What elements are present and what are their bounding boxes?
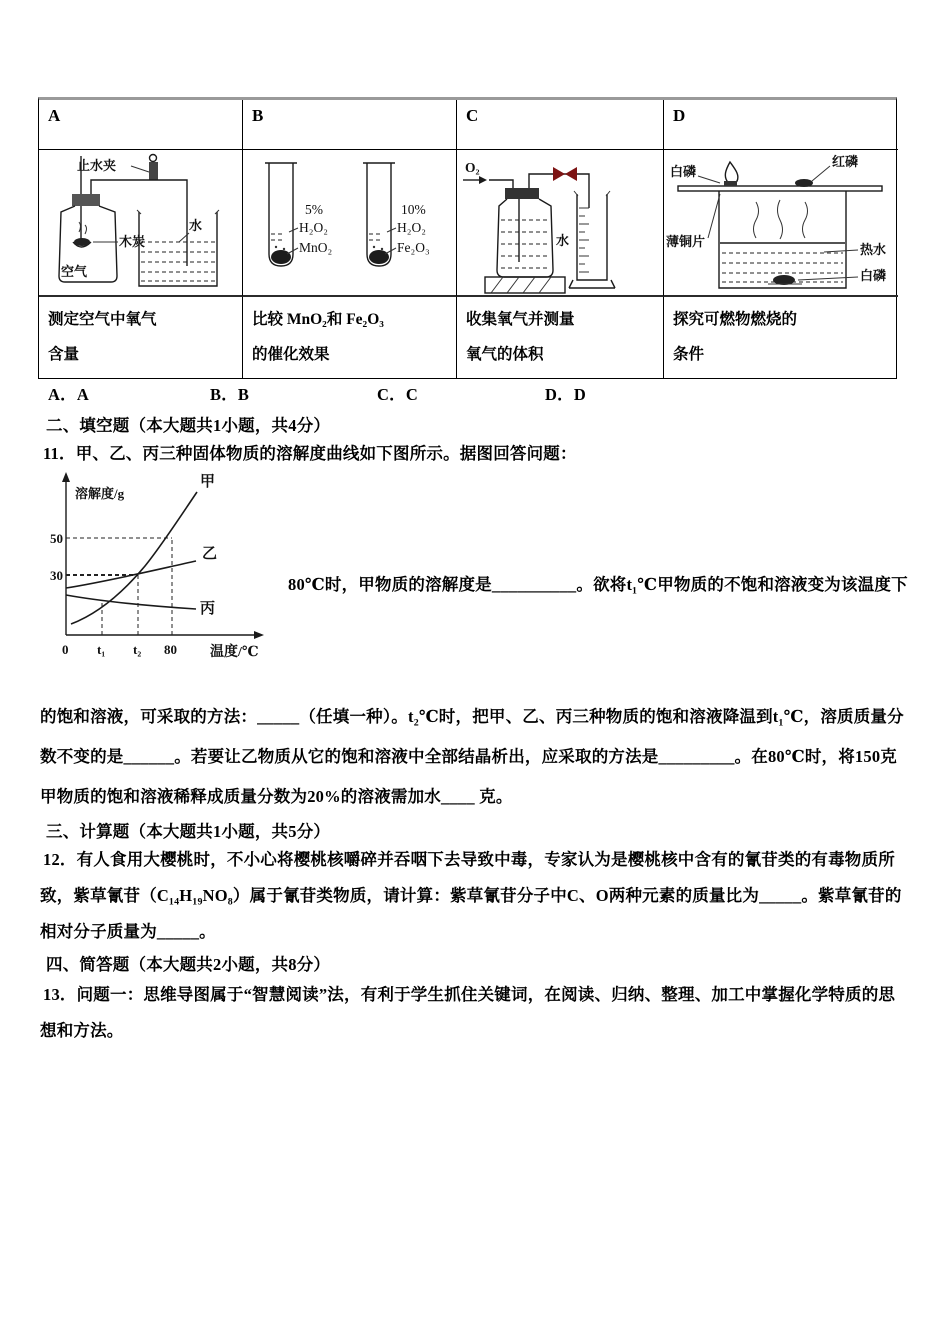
o2-label: O₂ — [465, 160, 480, 175]
curve-jia-label: 甲 — [200, 474, 216, 490]
desc-cell-c — [457, 297, 664, 378]
copper-sheet — [678, 186, 882, 191]
diagram-cell-c — [457, 150, 664, 297]
charcoal — [74, 238, 90, 246]
table-header-b: B — [243, 100, 457, 150]
question-12-line-3: 相对分子质量为_____。 — [40, 922, 216, 941]
water-label: 水 — [189, 218, 203, 233]
xtick-t1: t₁ — [97, 642, 106, 657]
table-header-a: A — [39, 100, 243, 150]
desc-d-line2: 条件 — [673, 346, 705, 363]
white-p-bottom-label: 白磷 — [860, 268, 887, 283]
b-left-h2o2: H₂O₂ — [299, 220, 328, 235]
catalyst-compare-diagram — [243, 150, 456, 294]
valve-icon — [553, 167, 577, 181]
b-right-h2o2: H₂O₂ — [397, 220, 426, 235]
desc-b-line2: 的催化效果 — [252, 346, 330, 363]
b-right-percent: 10% — [401, 202, 426, 217]
y-axis-label: 溶解度/g — [75, 486, 125, 501]
desc-b-line1: 比较 MnO₂和 Fe₂O₃ — [252, 311, 384, 328]
question-13-line-1: 13．问题一：思维导图属于“智慧阅读”法，有利于学生抓住关键词，在阅读、归纳、整理、加工中掌握化学特质的思 — [43, 985, 896, 1004]
combustion-condition-diagram — [664, 150, 897, 294]
desc-c-line1: 收集氧气并测量 — [466, 311, 575, 328]
question-11-line-3: 甲物质的饱和溶液稀释成质量分数为20%的溶液需加水____ 克。 — [40, 787, 513, 806]
x-axis-label: 温度/℃ — [210, 645, 259, 660]
curve-yi-label: 乙 — [202, 546, 218, 562]
question-12-line-2: 致，紫草氰苷（C₁₄H₁₉NO₈）属于氰苷类物质，请计算：紫草氰苷分子中C、O两种元素的质量比为_____。紫草氰苷的 — [40, 886, 902, 905]
y-axis-arrow — [62, 472, 70, 482]
pinch-clamp-icon — [149, 162, 158, 180]
pinch-clamp-label: 止水夹 — [77, 158, 117, 173]
section-2-heading: 二、填空题（本大题共1小题，共4分） — [46, 416, 331, 435]
question-13-line-2: 想和方法。 — [40, 1021, 124, 1040]
question-11-line-1: 的饱和溶液，可采取的方法：_____（任填一种）。t₂℃时，把甲、乙、丙三种物质的饱和溶液降温到t₁℃，溶质质量分 — [40, 707, 904, 726]
fe2o3-solid — [369, 250, 389, 264]
c-water-label: 水 — [556, 233, 570, 248]
oxygen-collect-measure-diagram — [457, 150, 663, 294]
c-stopper — [505, 188, 539, 199]
hot-water-label: 热水 — [860, 242, 887, 257]
diagram-cell-b — [243, 150, 457, 297]
option-a: A．A — [48, 385, 89, 404]
x-axis-arrow — [254, 631, 264, 639]
desc-cell-d — [664, 297, 898, 378]
diagram-cell-a — [39, 150, 243, 297]
question-11-stem: 11．甲、乙、丙三种固体物质的溶解度曲线如下图所示。据图回答问题： — [43, 444, 577, 463]
curve-bing-path — [66, 595, 196, 609]
copper-sheet-label: 薄铜片 — [666, 234, 706, 249]
air-oxygen-measure-diagram — [39, 150, 242, 294]
desc-cell-b — [243, 297, 457, 378]
section-3-heading: 三、计算题（本大题共1小题，共5分） — [46, 822, 331, 841]
charcoal-label: 木炭 — [119, 234, 146, 249]
stopper — [72, 194, 100, 206]
question-11-side-text: 80℃时，甲物质的溶解度是__________。欲将t₁℃甲物质的不饱和溶液变为该温度下 — [288, 575, 908, 594]
ytick-50: 50 — [50, 531, 63, 546]
desc-cell-a — [39, 297, 243, 378]
desc-a-line2: 含量 — [48, 346, 80, 363]
desc-a-line1: 测定空气中氧气 — [48, 311, 157, 328]
table-header-d: D — [664, 100, 898, 150]
curve-bing-label: 丙 — [200, 601, 216, 617]
red-p-lump — [795, 179, 813, 187]
b-left-mno2: MnO₂ — [299, 240, 333, 255]
desc-d-line1: 探究可燃物燃烧的 — [673, 311, 798, 328]
diagram-cell-d — [664, 150, 898, 297]
mno2-solid — [271, 250, 291, 264]
solubility-curve-graph — [50, 466, 290, 671]
option-b: B．B — [210, 385, 250, 404]
b-right-fe2o3: Fe₂O₃ — [397, 240, 430, 255]
section-4-heading: 四、简答题（本大题共2小题，共8分） — [46, 955, 331, 974]
desc-c-line2: 氧气的体积 — [466, 346, 544, 363]
table-header-c: C — [457, 100, 664, 150]
ytick-30: 30 — [50, 568, 63, 583]
question-12-line-1: 12．有人食用大樱桃时，不小心将樱桃核嚼碎并吞咽下去导致中毒，专家认为是樱桃核中含有的氰苷类的有毒物质所 — [43, 850, 895, 869]
xtick-80: 80 — [164, 642, 177, 657]
white-p-top-label: 白磷 — [670, 164, 697, 179]
option-d: D．D — [545, 385, 586, 404]
option-c: C．C — [377, 385, 418, 404]
xtick-t2: t₂ — [133, 642, 142, 657]
xtick-0: 0 — [62, 642, 69, 657]
b-left-percent: 5% — [305, 202, 323, 217]
air-label: 空气 — [61, 264, 88, 279]
question-11-line-2: 数不变的是______。若要让乙物质从它的饱和溶液中全部结晶析出，应采取的方法是_________。在80℃时，将150克 — [40, 747, 897, 766]
apparatus-table — [38, 97, 897, 379]
gas-in-arrow — [479, 176, 487, 184]
red-p-label: 红磷 — [832, 154, 859, 169]
